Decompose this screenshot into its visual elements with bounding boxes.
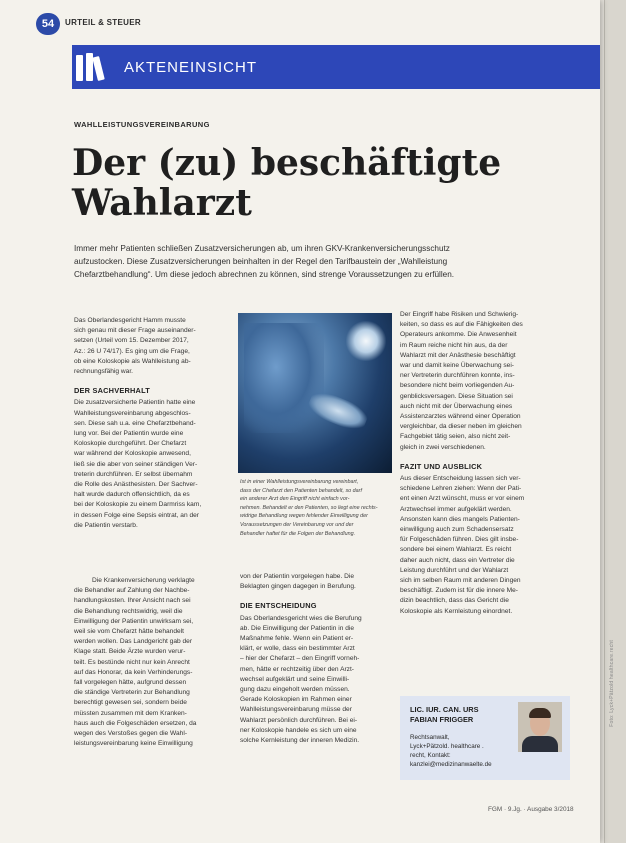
text-line: Das Oberlandesgericht wies die Berufung: [240, 614, 362, 622]
text-line: dass der Chefarzt den Patienten behandelt, so darf: [240, 487, 362, 494]
text-line: ob eine Koloskopie als Wahlleistung ab-: [74, 357, 191, 365]
text-line: beschäftigt. Zudem ist für die innere Me-: [400, 587, 519, 595]
text-line: treterin durchführen. Er selbst übernahm: [74, 470, 193, 478]
text-line: ließ sie die aber von seiner ständigen Ver-: [74, 460, 198, 468]
author-box: [400, 696, 570, 780]
books-icon: [76, 50, 114, 84]
text-line: in dessen Folge eine Sepsis eintrat, an der: [74, 511, 199, 519]
text-line: ent einen Arzt wünscht, muss er vor einem: [400, 495, 525, 503]
headline-line: Wahlarzt: [72, 182, 252, 224]
text-line: men, hätte er rechtzeitig über den Arzt-: [240, 665, 354, 673]
headline-line: Der (zu) beschäftigte: [72, 142, 502, 184]
text-line: Koloskopie durchgeführt. Der Chefarzt: [74, 440, 187, 448]
column-3: [400, 310, 560, 617]
text-line: halt wurde dadurch offensichtlich, da es: [74, 491, 190, 499]
text-line: schiedene Lehren ziehen: Wenn der Pati-: [400, 485, 522, 493]
text-line: auch nicht mit der Überwachung eines: [400, 402, 513, 410]
text-line: die Behandlung rechtswidrig, weil die: [74, 607, 183, 615]
text-line: Assistenzarztes während einer Operation: [400, 413, 521, 421]
section-label: URTEIL & STEUER: [65, 18, 141, 27]
intro-paragraph: [74, 316, 232, 377]
text-line: dizin beachtlich, dass das Gericht die: [400, 597, 509, 605]
text-line: bei der Koloskopie zu einem Darmriss kam,: [74, 501, 202, 509]
text-line: genblicksversagen. Diese Situation sei: [400, 392, 513, 400]
author-info-line: recht, Kontakt:: [410, 752, 451, 759]
text-line: Beklagten gingen dagegen in Berufung.: [240, 583, 356, 591]
next-page-edge: [604, 0, 626, 843]
text-line: Einwilligung der Patientin unwirksam sei,: [74, 617, 194, 625]
text-line: Ansonsten kann dies mangels Patienten-: [400, 515, 520, 523]
text-line: die Behandler auf Zahlung der Nachbe-: [74, 587, 190, 595]
heading-sachverhalt: DER SACHVERHALT: [74, 386, 150, 396]
text-line: die ständige Vertreterin zur Behandlung: [74, 689, 190, 697]
text-line: ner Koloskopie handele es sich um eine: [240, 726, 357, 734]
text-line: ab. Die Einwilligung der Patientin in die: [240, 624, 354, 632]
column-2: [240, 572, 393, 746]
text-line: auf das Honorar, da kein Verhinderungs-: [74, 668, 193, 676]
text-line: Ist in einer Wahlleistungsvereinbarung vereinbart,: [240, 479, 359, 485]
text-line: die Patientin verstarb.: [74, 521, 138, 529]
text-line: Az.: 26 U 74/17). Es ging um die Frage,: [74, 347, 190, 355]
text-line: Die zusatzversicherte Patientin hatte eine: [74, 399, 196, 407]
klage-paragraph: [74, 576, 232, 749]
text-line: widrige Behandlung wegen fehlender Einwilligung der: [240, 513, 368, 520]
text-line: setzen (Urteil vom 15. Dezember 2017,: [74, 337, 189, 345]
text-line: rechnungsfähig war.: [74, 368, 134, 376]
page-footer: FGM · 9.Jg. · Ausgabe 3/2018: [488, 806, 574, 813]
text-line: keiten, so dass es auf die Fähigkeiten des: [400, 321, 523, 329]
text-line: Wahlleistungsvereinbarung abgeschlos-: [74, 409, 191, 417]
lead-line: Immer mehr Patienten schließen Zusatzversicherungen ab, um ihren GKV-Krankenversicherungsschutz: [74, 244, 450, 253]
page-number: 54: [36, 13, 60, 35]
author-info-line: Lyck+Pätzold. healthcare .: [410, 743, 484, 750]
text-line: lung vor. Bei der Patientin wurde eine: [74, 430, 184, 438]
banner-title: AKTENEINSICHT: [124, 58, 258, 76]
text-line: klärt, er wolle, dass ein bestimmter Arzt: [240, 645, 355, 653]
article-lead: [74, 242, 514, 281]
heading-fazit: FAZIT UND AUSBLICK: [400, 461, 483, 471]
text-line: Klage statt. Beide Ärzte wurden verur-: [74, 648, 186, 656]
text-line: berechtigt gewesen sei, sondern beide: [74, 699, 187, 707]
text-line: handlungskosten. Ihrer Ansicht nach sei: [74, 597, 191, 605]
author-name-line: FABIAN FRIGGER: [410, 715, 474, 724]
text-line: Maßnahme fehle. Wenn ein Patient er-: [240, 635, 354, 643]
text-line: solche Kernleistung der inneren Medizin.: [240, 737, 360, 745]
text-line: war und damit keine Überwachung sei-: [400, 362, 514, 370]
text-line: Das Oberlandesgericht Hamm musste: [74, 317, 186, 324]
sachverhalt-paragraph: [74, 398, 232, 531]
text-line: Operateurs ankomme. Die Anwesenheit: [400, 331, 517, 339]
lead-line: aufzustocken. Diese Zusatzversicherungen beinhalten in der Regel den Tarifbaustein der „Wahlleistung: [74, 257, 448, 266]
text-line: Behandler haftet für die Folgen der Behandlung.: [240, 530, 356, 537]
text-line: haus auch die Folgeschäden ersetzen, da: [74, 719, 197, 727]
article-kicker: WAHLLEISTUNGSVEREINBARUNG: [74, 120, 210, 129]
author-name-line: LIC. IUR. CAN. URS: [410, 705, 479, 714]
text-line: Die Krankenversicherung verklagte: [92, 577, 195, 584]
text-line: sen. Diese sah u.a. eine Chefarztbehand-: [74, 419, 196, 427]
risiken-paragraph: [400, 310, 560, 453]
text-line: die Rolle des Anästhesisten. Der Sachver-: [74, 481, 198, 489]
text-line: wechsel aufgeklärt und seine Einwilli-: [240, 675, 350, 683]
author-photo: [518, 702, 562, 752]
author-info-line: Rechtsanwalt,: [410, 734, 450, 741]
text-line: sondere bei einem Wahlarzt. Es reicht: [400, 546, 512, 554]
lead-line: Chefarztbehandlung“. Um diese jedoch abrechnen zu können, sind strenge Voraussetzungen zu erfüllen.: [74, 270, 455, 279]
text-line: Wahlarzt mit der Anästhesie beschäftigt: [400, 351, 516, 359]
text-line: Fachgebiet tätig seien, also nicht zeit-: [400, 433, 511, 441]
text-line: einwilligung auch zum Schadensersatz: [400, 526, 514, 534]
text-line: – hier der Chefarzt – den Eingriff vorneh-: [240, 655, 360, 663]
text-line: sich genau mit dieser Frage auseinander-: [74, 327, 196, 335]
entscheidung-paragraph: [240, 614, 393, 747]
text-line: ner Vertreterin durchführen konnte, ins-: [400, 372, 515, 380]
text-line: leistungsvereinbarung keine Einwilligung: [74, 740, 193, 748]
text-line: weil sie vom Chefarzt hätte behandelt: [74, 628, 184, 636]
column-1-continued: [74, 576, 232, 749]
text-line: fall vorgelegen hätte, aufgrund dessen: [74, 679, 187, 687]
text-line: Der Eingriff habe Risiken und Schwierig-: [400, 311, 519, 318]
berufung-paragraph: [240, 572, 393, 592]
article-headline: [72, 143, 512, 223]
author-info: [410, 733, 492, 769]
author-name: [410, 705, 479, 725]
text-line: von der Patientin vorgelegen habe. Die: [240, 573, 355, 580]
text-line: sich im selben Raum mit anderen Dingen: [400, 577, 521, 585]
column-1: [74, 316, 232, 531]
text-line: für Folgeschäden führen. Dies gilt insbe-: [400, 536, 519, 544]
article-photo: [238, 313, 392, 473]
text-line: Voraussetzungen der Vereinbarung vor und der: [240, 521, 354, 528]
section-banner: [72, 45, 600, 89]
text-line: wegen des Verstoßes gegen die Wahl-: [74, 730, 188, 738]
text-line: müssten zusammen mit dem Kranken-: [74, 709, 187, 717]
text-line: besondere nicht beim vorliegenden Au-: [400, 382, 515, 390]
text-line: Aus dieser Entscheidung lassen sich ver-: [400, 475, 521, 483]
text-line: gung dazu eingeholt werden müssen.: [240, 686, 350, 694]
text-line: war während der Koloskopie anwesend,: [74, 450, 191, 458]
fazit-paragraph: [400, 474, 560, 617]
photo-caption: [240, 478, 390, 538]
text-line: im Raum reiche nicht hin aus, da der: [400, 341, 508, 349]
text-line: vergleichbar, da dieser neben im gleichen: [400, 423, 522, 431]
text-line: ein anderer Arzt den Eingriff nicht einfach vor-: [240, 496, 350, 503]
author-email: kanzlei@medizinanwaelte.de: [410, 761, 492, 768]
text-line: gleich in zwei verschiedenen.: [400, 443, 486, 451]
heading-entscheidung: DIE ENTSCHEIDUNG: [240, 601, 317, 611]
side-credit: Foto: Lyck+Pätzold healthcare.recht: [609, 640, 615, 727]
text-line: Wahlarzt persönlich durchführen. Bei ei-: [240, 716, 358, 724]
text-line: Koloskopie als Kernleistung einordnet.: [400, 607, 513, 615]
text-line: Leistung durchführt und der Wahlarzt: [400, 566, 509, 574]
text-line: Gerade Koloskopien im Rahmen einer: [240, 696, 352, 704]
text-line: teilt. Es bestünde nicht nur kein Anrecht: [74, 658, 190, 666]
text-line: Arztwechsel immer aufgeklärt werden.: [400, 505, 512, 513]
text-line: Wahlleistungsvereinbarung müsse der: [240, 706, 352, 714]
text-line: nehmen. Behandelt er den Patienten, so liegt eine rechts-: [240, 504, 378, 511]
text-line: daher auch nicht, dass ein Vertreter die: [400, 556, 515, 564]
text-line: werden wollen. Das Landgericht gab der: [74, 638, 193, 646]
